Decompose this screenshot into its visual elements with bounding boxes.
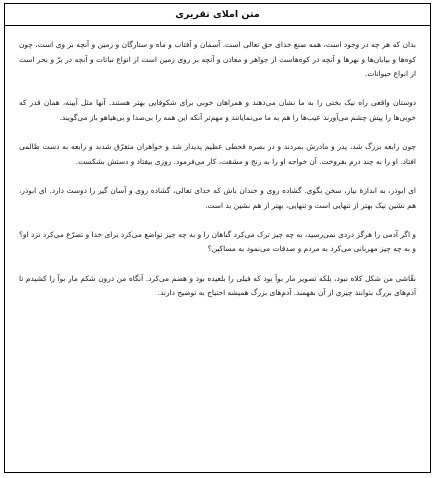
paragraph-1: بدان که هر چه در وجود است، همه صنع خدای حق تعالی است. آسمان و آفتاب و ماه و ستارگان و زمین و آنچه بر وی است، چون کوه‌ها و بیابان‌ها و نهرها و آنچه در کوه‌هاست از جواهر و معادن و آنچه بر روی زمین است از انواع نباتات و آنچه در برّ و بحر است از انواع حیوانات. xyxy=(19,40,416,79)
document-title: متن املای تقریری xyxy=(175,9,260,20)
paragraph-3: چون رابعه بزرگ شد، پدر و مادرش بمردند و در بصره قحطی عظیم پدیدار شد و خواهران متفرّق شدند و رابعه به دست ظالمی افتاد. او را به چند درم بفروخت. آن خواجه او را به رنج و مشقت، کار می‌فرمود. روزی بیفتاد و دستش بشکست. xyxy=(19,142,416,166)
document-body xyxy=(19,38,416,315)
document-frame xyxy=(4,3,431,473)
paragraph-4: ای ابوذر، به اندازهٔ نیاز، سخن بگوی. گشاده روی و خندان باش که خدای تعالی، گشاده روی و آسان گیر را دوست دارد. ای ابوذر، هم نشین نیک بهتر از تنهایی است و تنهایی، بهتر از هم نشین بد است. xyxy=(19,185,416,210)
paragraph-5: و اگر آدمی را هرگز دردی نمی‌رسید، به چه چیز ترک می‌کرد گناهان را و به چه چیز تواضع می‌کرد برای خدا و تضرّع می‌کرد نزد او؟ و به چه چیز مهربانی می‌کرد به مردم و صدقات می‌نمود به مساکین؟ xyxy=(19,229,416,254)
paragraph-6: نقّاشی من شکل کلاه نبود، بلکه تصویر مار بوآ بود که فیلی را بلعیده بود و هضم می‌کرد. آنگاه من درون شکم مار بوآ را کشیدم تا آدم‌های بزرگ بتوانند چیزی از آن بفهمند. آدم‌های بزرگ همیشه احتیاج به توضیح دارند. xyxy=(19,273,416,298)
paragraph-2: دوستان واقعی راه نیک بختی را به ما نشان می‌دهند و همراهان خوبی برای شکوفایی بهتر هستند. آنها مثل آیینه، همان قدر که خوبی‌ها را پیش چشم می‌آورند عیب‌ها را هم به ما می‌نمایانند و مهم‌تر آنکه این همه را بی‌صدا و بی‌هیاهو باز می‌گویند. xyxy=(19,98,416,122)
title-row xyxy=(5,4,430,26)
